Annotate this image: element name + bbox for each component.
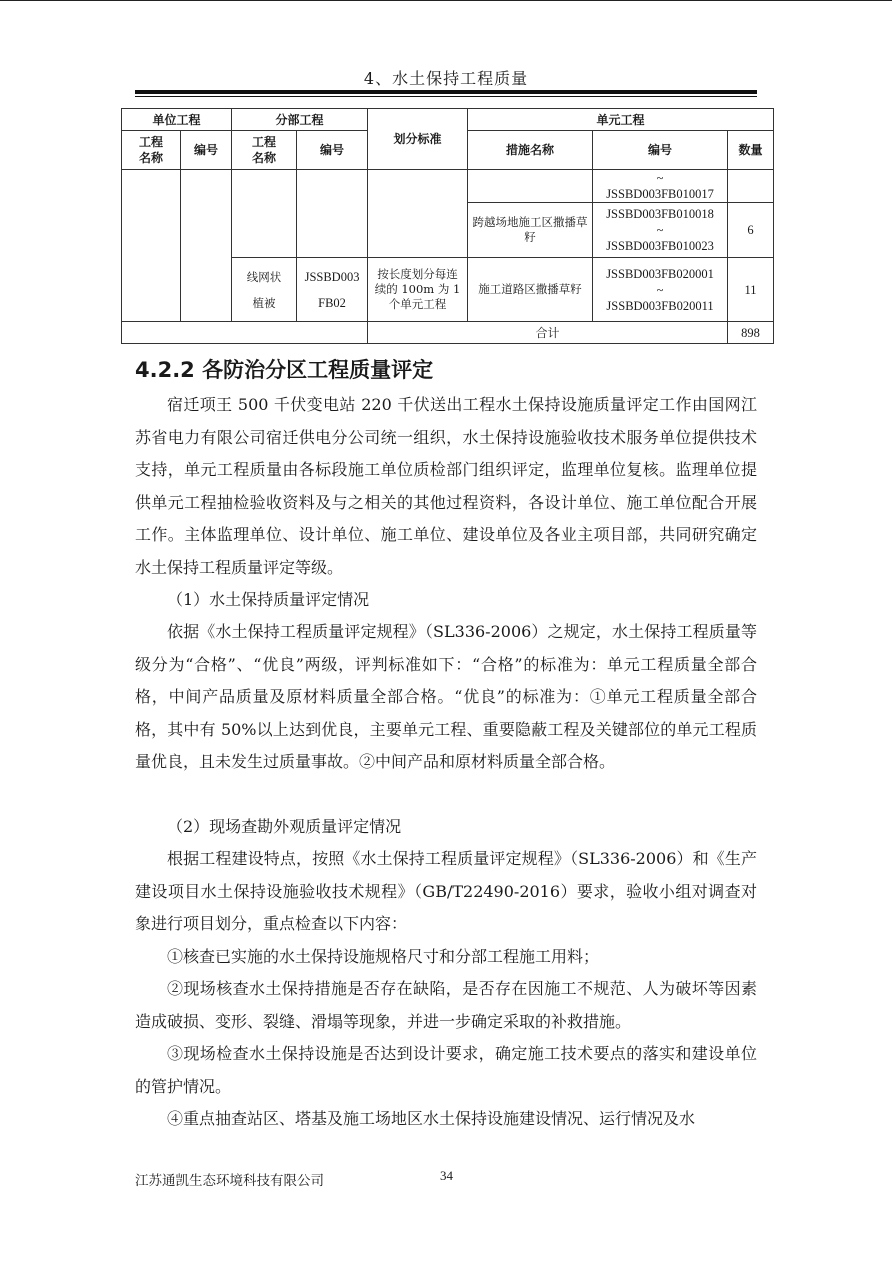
cell-standard (368, 170, 468, 258)
cell-measure (468, 170, 593, 203)
th-element-project: 单元工程 (468, 109, 774, 131)
cell-sub-name (232, 170, 297, 258)
footer-company: 江苏通凯生态环境科技有限公司 (135, 1173, 324, 1189)
list-item-check-4: ④重点抽查站区、塔基及施工场地区水土保持设施建设情况、运行情况及水 (167, 1109, 696, 1128)
th-quantity: 数量 (728, 131, 774, 170)
paragraph-evaluation-criteria: 依据《水土保持工程质量评定规程》（SL336-2006）之规定，水土保持工程质量等级分为“合格”、“优良”两级，评判标准如下：“合格”的标准为：单元工程质量全部合格，中间产品质量及原材料质量全部合格。“优良”的标准为：①单元工程质量全部合格，其中有 50%以上达到优良，主要单元工程、重要隐蔽工程及关键部位的单元工程质量优良，且未发生过质量事故。②中间产品和原材料质量全部合格。 (135, 622, 757, 771)
cell-standard: 按长度划分每连续的 100m 为 1 个单元工程 (368, 258, 468, 322)
subheading-quality-evaluation: （1）水土保持质量评定情况 (167, 590, 370, 609)
cell-code-range: JSSBD003FB020001 ~ JSSBD003FB020011 (593, 258, 728, 322)
page-top-border (0, 0, 892, 1)
paragraph-overview: 宿迁项王 500 千伏变电站 220 千伏送出工程水土保持设施质量评定工作由国网江苏省电力有限公司宿迁供电分公司统一组织，水土保持设施验收技术服务单位提供技术支持，单元工程质量由各标段施工单位质检部门组织评定，监理单位复核。监理单位提供单元工程抽检验收资料及与之相关的其他过程资料，各设计单位、施工单位配合开展工作。主体监理单位、设计单位、施工单位、建设单位及各业主项目部，共同研究确定水土保持工程质量评定等级。 (135, 395, 757, 577)
cell-total-label: 合计 (368, 322, 728, 344)
cell-unit-name (122, 170, 181, 322)
page-number: 34 (440, 1168, 453, 1183)
cell-quantity (728, 170, 774, 203)
th-sub-project-name: 工程名称 (232, 131, 297, 170)
th-element-code: 编号 (593, 131, 728, 170)
cell-measure: 施工道路区撒播草籽 (468, 258, 593, 322)
cell-measure: 跨越场地施工区撒播草籽 (468, 203, 593, 258)
th-sub-project: 分部工程 (232, 109, 368, 131)
cell-total-blank (122, 322, 368, 344)
table-row (122, 170, 774, 203)
cell-code-range: JSSBD003FB010018 ~ JSSBD003FB010023 (593, 203, 728, 258)
th-unit-project-name: 工程名称 (122, 131, 181, 170)
cell-sub-name: 线网状植被 (232, 258, 297, 322)
list-item-check-3: ③现场检查水土保持设施是否达到设计要求，确定施工技术要点的落实和建设单位的管护情况。 (135, 1044, 757, 1096)
cell-total-quantity: 898 (728, 322, 774, 344)
cell-unit-code (181, 170, 232, 322)
unit-division-table (121, 108, 774, 344)
list-item-check-1: ①核查已实施的水土保持设施规格尺寸和分部工程施工用料； (167, 947, 600, 966)
table-total-row (122, 322, 774, 344)
section-heading: 4.2.2 各防治分区工程质量评定 (135, 358, 434, 382)
subheading-site-inspection: （2）现场查勘外观质量评定情况 (167, 817, 402, 836)
cell-sub-code (297, 170, 368, 258)
th-division-standard: 划分标准 (368, 109, 468, 170)
header-rule-thin (135, 96, 757, 97)
cell-sub-code: JSSBD003FB02 (297, 258, 368, 322)
cell-code-range: ~ JSSBD003FB010017 (593, 170, 728, 203)
th-unit-code: 编号 (181, 131, 232, 170)
th-measure-name: 措施名称 (468, 131, 593, 170)
header-rule-thick (135, 90, 757, 94)
list-item-check-2: ②现场核查水土保持措施是否存在缺陷，是否存在因施工不规范、人为破坏等因素造成破损、变形、裂缝、滑塌等现象，并进一步确定采取的补救措施。 (135, 979, 757, 1031)
cell-quantity: 11 (728, 258, 774, 322)
paragraph-inspection-basis: 根据工程建设特点，按照《水土保持工程质量评定规程》（SL336-2006）和《生产建设项目水土保持设施验收技术规程》（GB/T22490-2016）要求，验收小组对调查对象进行项目划分，重点检查以下内容： (135, 849, 757, 933)
th-unit-project: 单位工程 (122, 109, 232, 131)
th-sub-code: 编号 (297, 131, 368, 170)
table-header-row-1 (122, 109, 774, 131)
running-header: 4、水土保持工程质量 (363, 69, 529, 88)
cell-quantity: 6 (728, 203, 774, 258)
